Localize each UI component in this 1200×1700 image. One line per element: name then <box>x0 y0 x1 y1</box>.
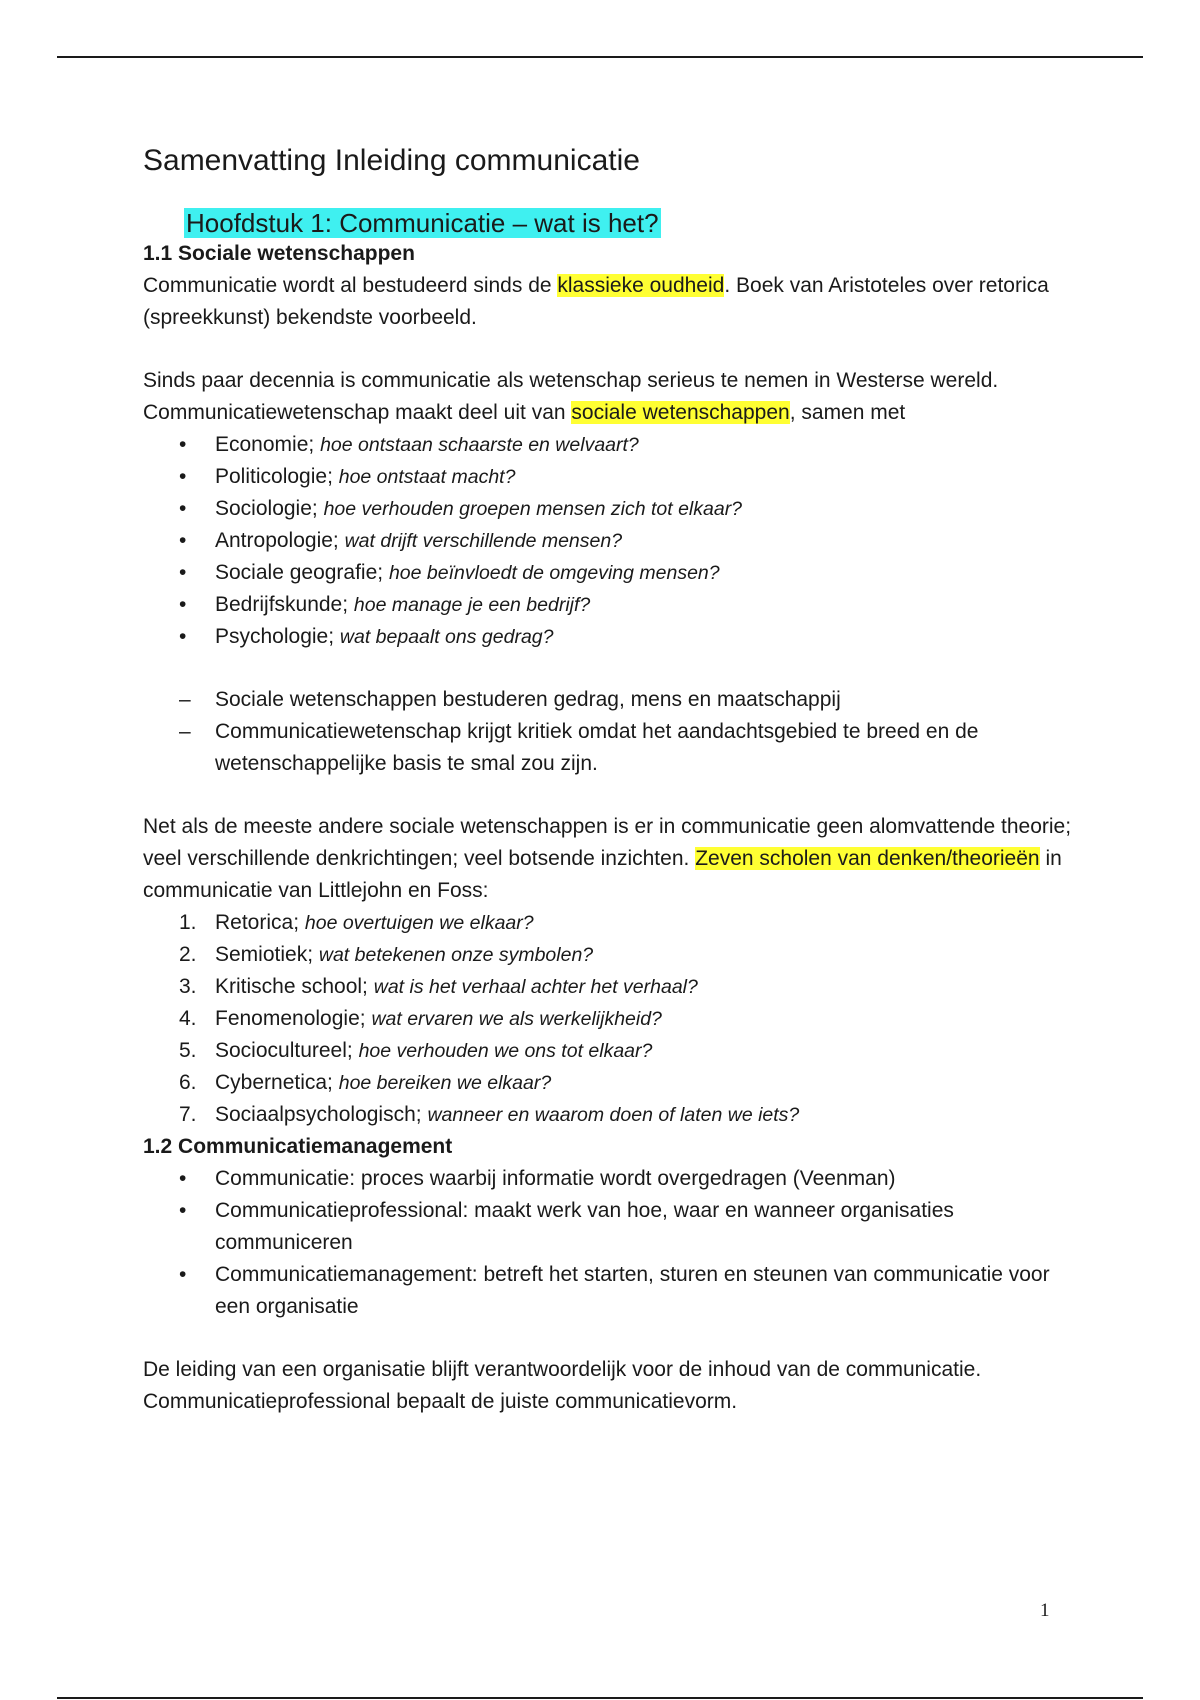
paragraph-theories <box>143 811 1083 907</box>
bullet-marker: • <box>179 625 187 648</box>
dash-marker: – <box>179 688 191 711</box>
list-item <box>143 1099 1083 1131</box>
page-number: 1 <box>1040 1600 1050 1621</box>
text-run: Sinds paar decennia is communicatie als wetenschap serieus te nemen in Westerse wereld. Communicatiewetenschap maakt deel uit van <box>143 369 999 424</box>
bullet-marker: • <box>179 433 187 456</box>
school-name: Sociocultureel; <box>215 1039 359 1062</box>
highlight-seven-schools: Zeven scholen van denken/theorieën <box>695 847 1040 870</box>
text-run: . Boek van Aristoteles over retorica (spreekkunst) bekendste voorbeeld. <box>143 274 1049 329</box>
spacer <box>143 334 1083 365</box>
spacer <box>143 780 1083 811</box>
dash-marker: – <box>179 720 191 743</box>
dash-item-text: Sociale wetenschappen bestuderen gedrag, mens en maatschappij <box>215 688 841 711</box>
school-question: wat is het verhaal achter het verhaal? <box>373 976 698 998</box>
field-question: hoe ontstaan schaarste en welvaart? <box>320 434 639 456</box>
list-item <box>143 1259 1083 1323</box>
list-item <box>143 1003 1083 1035</box>
list-item <box>143 971 1083 1003</box>
text-run: in communicatie van Littlejohn en Foss: <box>143 847 1062 902</box>
field-name: Sociologie; <box>215 497 324 520</box>
list-item <box>143 493 1083 525</box>
document-title: Samenvatting Inleiding communicatie <box>143 144 640 177</box>
chapter-heading-text: Hoofdstuk 1: Communicatie – wat is het? <box>186 208 659 238</box>
list-item <box>143 1067 1083 1099</box>
spacer <box>143 653 1083 684</box>
communication-management-list <box>143 1163 1083 1323</box>
highlight-social-sciences: sociale wetenschappen <box>571 401 790 424</box>
school-question: wat ervaren we als werkelijkheid? <box>371 1008 662 1030</box>
school-name: Kritische school; <box>215 975 374 998</box>
item-text: Communicatie: proces waarbij informatie wordt overgedragen (Veenman) <box>215 1167 896 1190</box>
bullet-marker: • <box>179 529 187 552</box>
field-question: hoe verhouden groepen mensen zich tot elkaar? <box>323 498 743 520</box>
field-name: Antropologie; <box>215 529 345 552</box>
school-name: Cybernetica; <box>215 1071 339 1094</box>
schools-of-thought-list <box>143 907 1083 1131</box>
school-question: hoe verhouden we ons tot elkaar? <box>358 1040 653 1062</box>
dash-item-text: Communicatiewetenschap krijgt kritiek omdat het aandachtsgebied te breed en de wetenschappelijke basis te smal zou zijn. <box>215 720 979 775</box>
item-text: Communicatieprofessional: maakt werk van hoe, waar en wanneer organisaties communiceren <box>215 1199 954 1254</box>
item-text: Communicatiemanagement: betreft het starten, sturen en steunen van communicatie voor een organisatie <box>215 1263 1050 1318</box>
list-item <box>143 429 1083 461</box>
document-body <box>143 140 1083 1418</box>
list-item <box>143 557 1083 589</box>
dash-list <box>143 684 1083 780</box>
list-item <box>143 1163 1083 1195</box>
spacer <box>143 1323 1083 1354</box>
field-name: Bedrijfskunde; <box>215 593 354 616</box>
bullet-marker: • <box>179 1263 187 1286</box>
text-run: Communicatie wordt al bestudeerd sinds de <box>143 274 558 297</box>
field-question: wat bepaalt ons gedrag? <box>339 626 554 648</box>
paragraph-social-sciences <box>143 365 1083 429</box>
list-number: 3. <box>179 975 197 998</box>
bullet-marker: • <box>179 1199 187 1222</box>
field-name: Politicologie; <box>215 465 339 488</box>
section-heading-1-1: 1.1 Sociale wetenschappen <box>143 242 415 265</box>
section-heading-1-2: 1.2 Communicatiemanagement <box>143 1135 453 1158</box>
list-number: 6. <box>179 1071 197 1094</box>
list-number: 7. <box>179 1103 197 1126</box>
list-item <box>143 621 1083 653</box>
bullet-marker: • <box>179 561 187 584</box>
list-item <box>143 461 1083 493</box>
header-rule <box>57 56 1143 58</box>
footer-rule <box>57 1697 1143 1699</box>
list-number: 5. <box>179 1039 197 1062</box>
bullet-marker: • <box>179 497 187 520</box>
field-name: Economie; <box>215 433 321 456</box>
school-question: hoe overtuigen we elkaar? <box>304 912 534 934</box>
school-name: Retorica; <box>215 911 305 934</box>
text-run: , samen met <box>789 401 906 424</box>
bullet-marker: • <box>179 593 187 616</box>
paragraph-classical-antiquity <box>143 270 1083 334</box>
field-name: Psychologie; <box>215 625 340 648</box>
school-question: wat betekenen onze symbolen? <box>318 944 594 966</box>
list-number: 2. <box>179 943 197 966</box>
school-name: Fenomenologie; <box>215 1007 372 1030</box>
school-question: hoe bereiken we elkaar? <box>338 1072 552 1094</box>
list-item <box>143 589 1083 621</box>
school-question: wanneer en waarom doen of laten we iets? <box>427 1104 800 1126</box>
school-name: Semiotiek; <box>215 943 319 966</box>
list-number: 1. <box>179 911 197 934</box>
list-item <box>143 907 1083 939</box>
list-item <box>143 684 1083 716</box>
chapter-heading <box>184 208 1083 238</box>
field-question: hoe beïnvloedt de omgeving mensen? <box>388 562 720 584</box>
bullet-marker: • <box>179 1167 187 1190</box>
list-item <box>143 939 1083 971</box>
list-item <box>143 1195 1083 1259</box>
paragraph-leadership: De leiding van een organisatie blijft verantwoordelijk voor de inhoud van de communicatie. Communicatieprofessional bepaalt de juiste communicatievorm. <box>143 1358 982 1413</box>
field-question: wat drijft verschillende mensen? <box>344 530 623 552</box>
field-name: Sociale geografie; <box>215 561 389 584</box>
text-run: Net als de meeste andere sociale wetenschappen is er in communicatie geen alomvattende theorie; veel verschillende denkrichtingen; veel botsende inzichten. <box>143 815 1072 870</box>
field-question: hoe ontstaat macht? <box>338 466 516 488</box>
social-science-fields-list <box>143 429 1083 653</box>
school-name: Sociaalpsychologisch; <box>215 1103 428 1126</box>
list-item <box>143 1035 1083 1067</box>
list-item <box>143 525 1083 557</box>
list-number: 4. <box>179 1007 197 1030</box>
field-question: hoe manage je een bedrijf? <box>353 594 591 616</box>
bullet-marker: • <box>179 465 187 488</box>
list-item <box>143 716 1083 780</box>
highlight-classical-antiquity: klassieke oudheid <box>557 274 725 297</box>
